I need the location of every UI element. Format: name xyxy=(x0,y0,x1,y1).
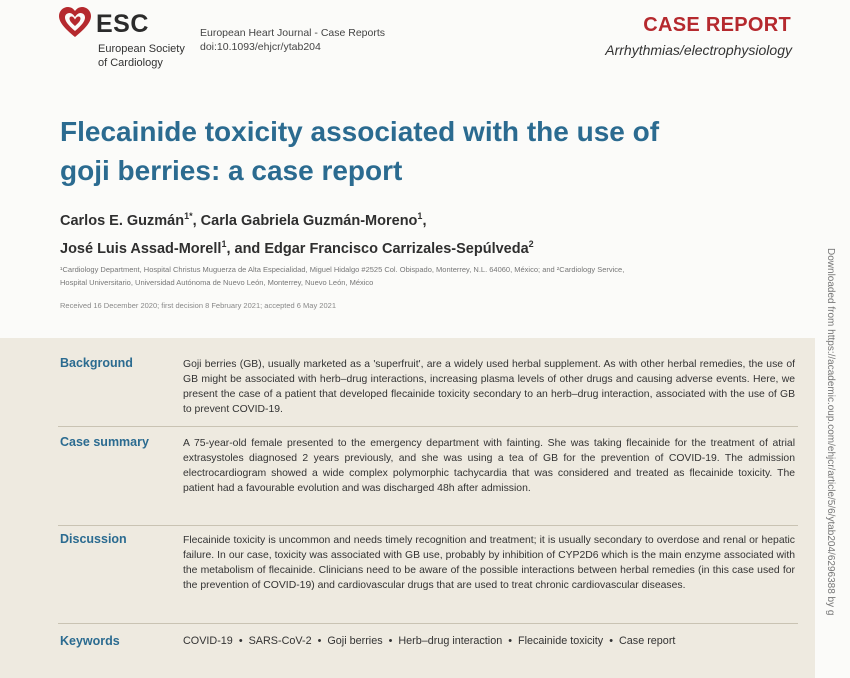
keyword-item[interactable]: SARS-CoV-2 xyxy=(248,635,312,647)
discussion-text: Flecainide toxicity is uncommon and needs timely recognition and treatment; it is usually secondary to overdose and renal or hepatic failure. In our case, toxicity was associated with GB use, probably by inhibition of CYP2D6 which is the main enzyme associated with the metabolism of flecainide. Clinicians need to be aware of the possible interactions between herbal remedies (in this case used for the prevention of COVID-19) and cardiovascular drugs that are used to treat chronic cardiovascular diseases. xyxy=(183,535,795,591)
section-divider xyxy=(58,426,798,427)
bullet-separator: • xyxy=(238,635,243,647)
author-affiliation-mark: 1 xyxy=(221,238,227,249)
keywords-label: Keywords xyxy=(60,634,120,648)
society-line-1: European Society xyxy=(98,43,185,55)
bullet-separator: • xyxy=(317,635,322,647)
keyword-list xyxy=(183,635,675,647)
affiliations xyxy=(60,263,780,289)
title-line-2: goji berries: a case report xyxy=(60,155,403,186)
author-name[interactable]: Carla Gabriela Guzmán-Moreno xyxy=(200,212,418,229)
keyword-item[interactable]: Herb–drug interaction xyxy=(398,635,503,647)
section-divider xyxy=(58,525,798,526)
author-affiliation-mark: 1 xyxy=(417,211,423,221)
author-affiliation-mark: 1* xyxy=(184,211,193,221)
discussion-label: Discussion xyxy=(60,532,127,546)
page-header xyxy=(0,0,850,90)
author-name[interactable]: Carlos E. Guzmán xyxy=(60,212,185,229)
download-watermark: Downloaded from https://academic.oup.com/ehjcr/article/5/6/ytab204/6296388 by g xyxy=(825,248,836,616)
author-name[interactable]: Edgar Francisco Carrizales-Sepúlveda xyxy=(264,240,529,257)
author-list xyxy=(60,205,800,261)
section-divider xyxy=(58,623,798,624)
background-text: Goji berries (GB), usually marketed as a 'superfruit', are a widely used herbal supplement. As with other herbal remedies, the use of GB might be associated with herb–drug interactions, increasing plasma levels of other drugs and causing adverse events. Here, we present the case of a patient that developed flecainide toxicity secondary to an herb–drug interaction, associated with the use of GB to prevent COVID-19. xyxy=(183,359,795,415)
bullet-separator: • xyxy=(609,635,613,647)
article-dates: Received 16 December 2020; first decision 8 February 2021; accepted 6 May 2021 xyxy=(60,301,336,310)
author-separator: , xyxy=(422,212,427,229)
affiliations-line-1: ¹Cardiology Department, Hospital Christus Muguerza de Alta Especialidad, Miguel Hidalgo #2525 Col. Obispado, Monterrey, N.L. 64060, México; and ²Cardiology Service, xyxy=(60,265,625,274)
logo-wordmark: ESC xyxy=(96,10,149,38)
case-summary-text: A 75-year-old female presented to the emergency department with fainting. She was taking flecainide for the treatment of atrial extrasystoles diagnosed 2 years previously, and she was using a tea of GB for the prevention of COVID-19. The admission electrocardiogram showed a wide complex polymorphic tachycardia that was considered and treated as flecainide toxicity. The patient had a favourable evolution and was discharged 48h after admission. xyxy=(183,438,795,494)
journal-name: European Heart Journal - Case Reports xyxy=(200,27,386,39)
society-name xyxy=(98,42,208,70)
heart-logo-icon xyxy=(58,6,92,40)
case-report-label: CASE REPORT xyxy=(643,14,791,36)
journal-doi[interactable]: doi:10.1093/ehjcr/ytab204 xyxy=(200,41,321,53)
bullet-separator: • xyxy=(388,635,393,647)
keyword-item[interactable]: Flecainide toxicity xyxy=(518,635,604,647)
article-title xyxy=(60,112,780,190)
author-separator: , and xyxy=(226,240,265,257)
esc-logo xyxy=(58,6,198,70)
structured-abstract xyxy=(0,338,815,678)
keyword-item[interactable]: Case report xyxy=(619,635,676,647)
keyword-item[interactable]: COVID-19 xyxy=(183,635,233,647)
author-separator: , xyxy=(192,212,201,229)
article-category: Arrhythmias/electrophysiology xyxy=(605,42,792,58)
author-affiliation-mark: 2 xyxy=(528,238,534,249)
case-summary-label: Case summary xyxy=(60,435,149,449)
background-label: Background xyxy=(60,356,133,370)
society-line-2: of Cardiology xyxy=(98,57,163,69)
keyword-item[interactable]: Goji berries xyxy=(327,635,383,647)
title-line-1: Flecainide toxicity associated with the use of xyxy=(60,116,660,147)
journal-info xyxy=(200,26,385,54)
bullet-separator: • xyxy=(508,635,512,647)
affiliations-line-2: Hospital Universitario, Universidad Autónoma de Nuevo León, Monterrey, Nuevo León, México xyxy=(60,278,374,287)
author-name[interactable]: José Luis Assad-Morell xyxy=(60,240,222,257)
